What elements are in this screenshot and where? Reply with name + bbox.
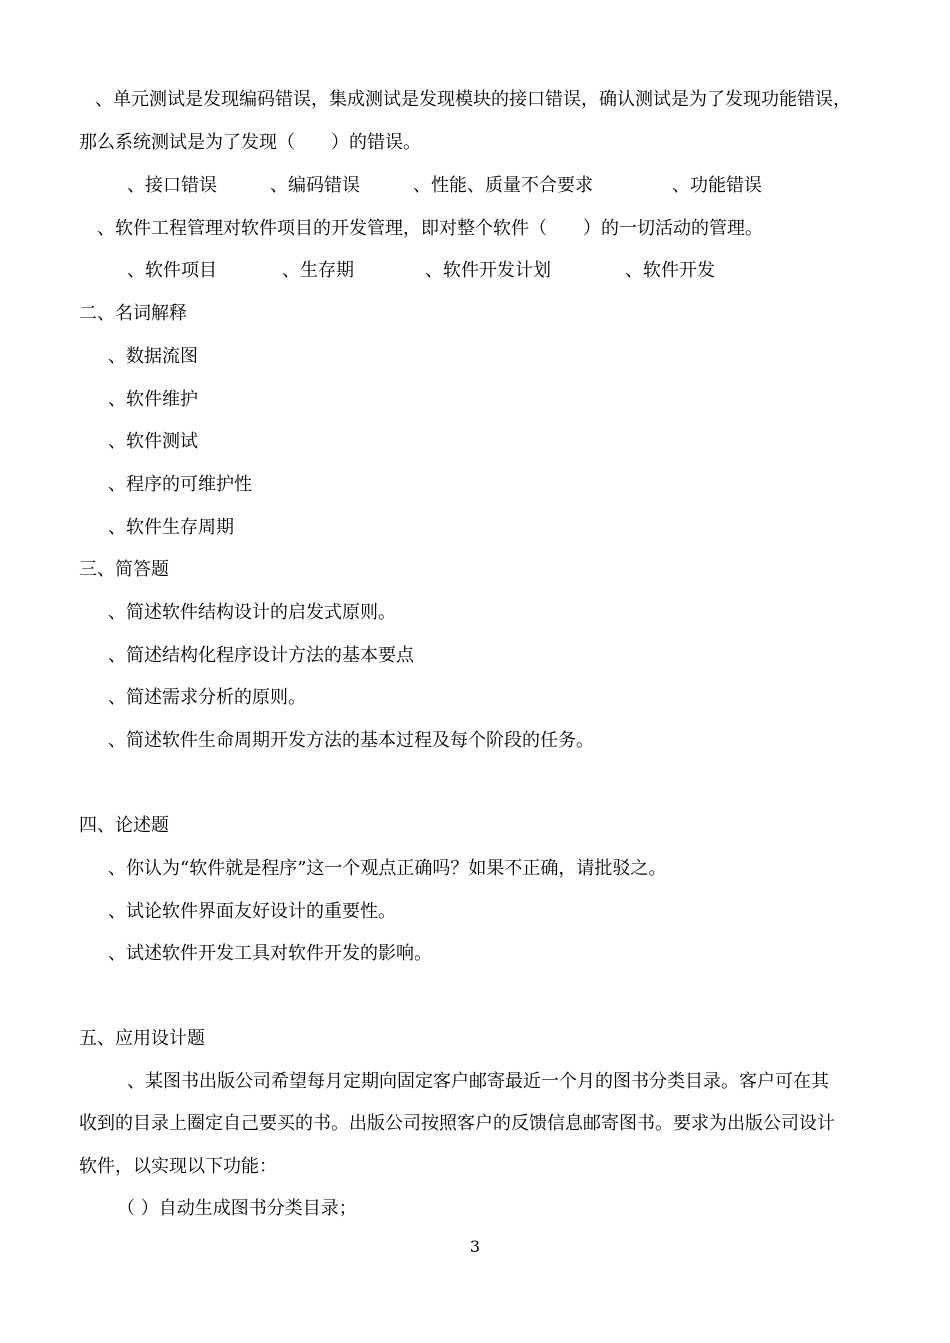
q1-option-c: 、性能、质量不合要求 xyxy=(413,175,593,196)
section4-item: 、试论软件界面友好设计的重要性。 xyxy=(108,901,396,922)
section4-item: 、你认为“软件就是程序”这一个观点正确吗？如果不正确，请批驳之。 xyxy=(108,858,667,879)
q1-line2: 那么系统测试是为了发现（ ）的错误。 xyxy=(79,132,421,153)
section5-paragraph-line3: 软件，以实现以下功能： xyxy=(79,1156,277,1177)
page-number: 3 xyxy=(469,1237,481,1256)
q1-option-b: 、编码错误 xyxy=(270,175,360,196)
section5-paragraph-line1: 、某图书出版公司希望每月定期向固定客户邮寄最近一个月的图书分类目录。客户可在其 xyxy=(127,1071,829,1092)
section3-item: 、简述结构化程序设计方法的基本要点 xyxy=(108,645,414,666)
q1-line1: 、单元测试是发现编码错误，集成测试是发现模块的接口错误，确认测试是为了发现功能错误， xyxy=(95,89,851,110)
section2-item: 、数据流图 xyxy=(108,346,198,367)
q2-line1: 、软件工程管理对软件项目的开发管理，即对整个软件（ ）的一切活动的管理。 xyxy=(97,218,763,239)
section2-item: 、程序的可维护性 xyxy=(108,474,252,495)
q1-option-a: 、接口错误 xyxy=(127,175,217,196)
section3-heading: 三、简答题 xyxy=(79,559,169,580)
section4-heading: 四、论述题 xyxy=(79,815,169,836)
section4-item: 、试述软件开发工具对软件开发的影响。 xyxy=(108,943,432,964)
section3-item: 、简述软件生命周期开发方法的基本过程及每个阶段的任务。 xyxy=(108,730,594,751)
section5-paragraph-line2: 收到的目录上圈定自己要买的书。出版公司按照客户的反馈信息邮寄图书。要求为出版公司设计 xyxy=(79,1113,835,1134)
section3-item: 、简述需求分析的原则。 xyxy=(108,687,306,708)
section5-heading: 五、应用设计题 xyxy=(79,1028,205,1049)
section5-sub-item: （ ）自动生成图书分类目录； xyxy=(117,1198,357,1219)
section2-item: 、软件维护 xyxy=(108,389,198,410)
q2-option-a: 、软件项目 xyxy=(127,260,217,281)
q2-option-b: 、生存期 xyxy=(282,260,354,281)
section2-item: 、软件测试 xyxy=(108,431,198,452)
q1-option-d: 、功能错误 xyxy=(672,175,762,196)
q2-option-d: 、软件开发 xyxy=(625,260,715,281)
section2-heading: 二、名词解释 xyxy=(79,303,187,324)
section3-item: 、简述软件结构设计的启发式原则。 xyxy=(108,602,396,623)
section2-item: 、软件生存周期 xyxy=(108,517,234,538)
q2-option-c: 、软件开发计划 xyxy=(425,260,551,281)
